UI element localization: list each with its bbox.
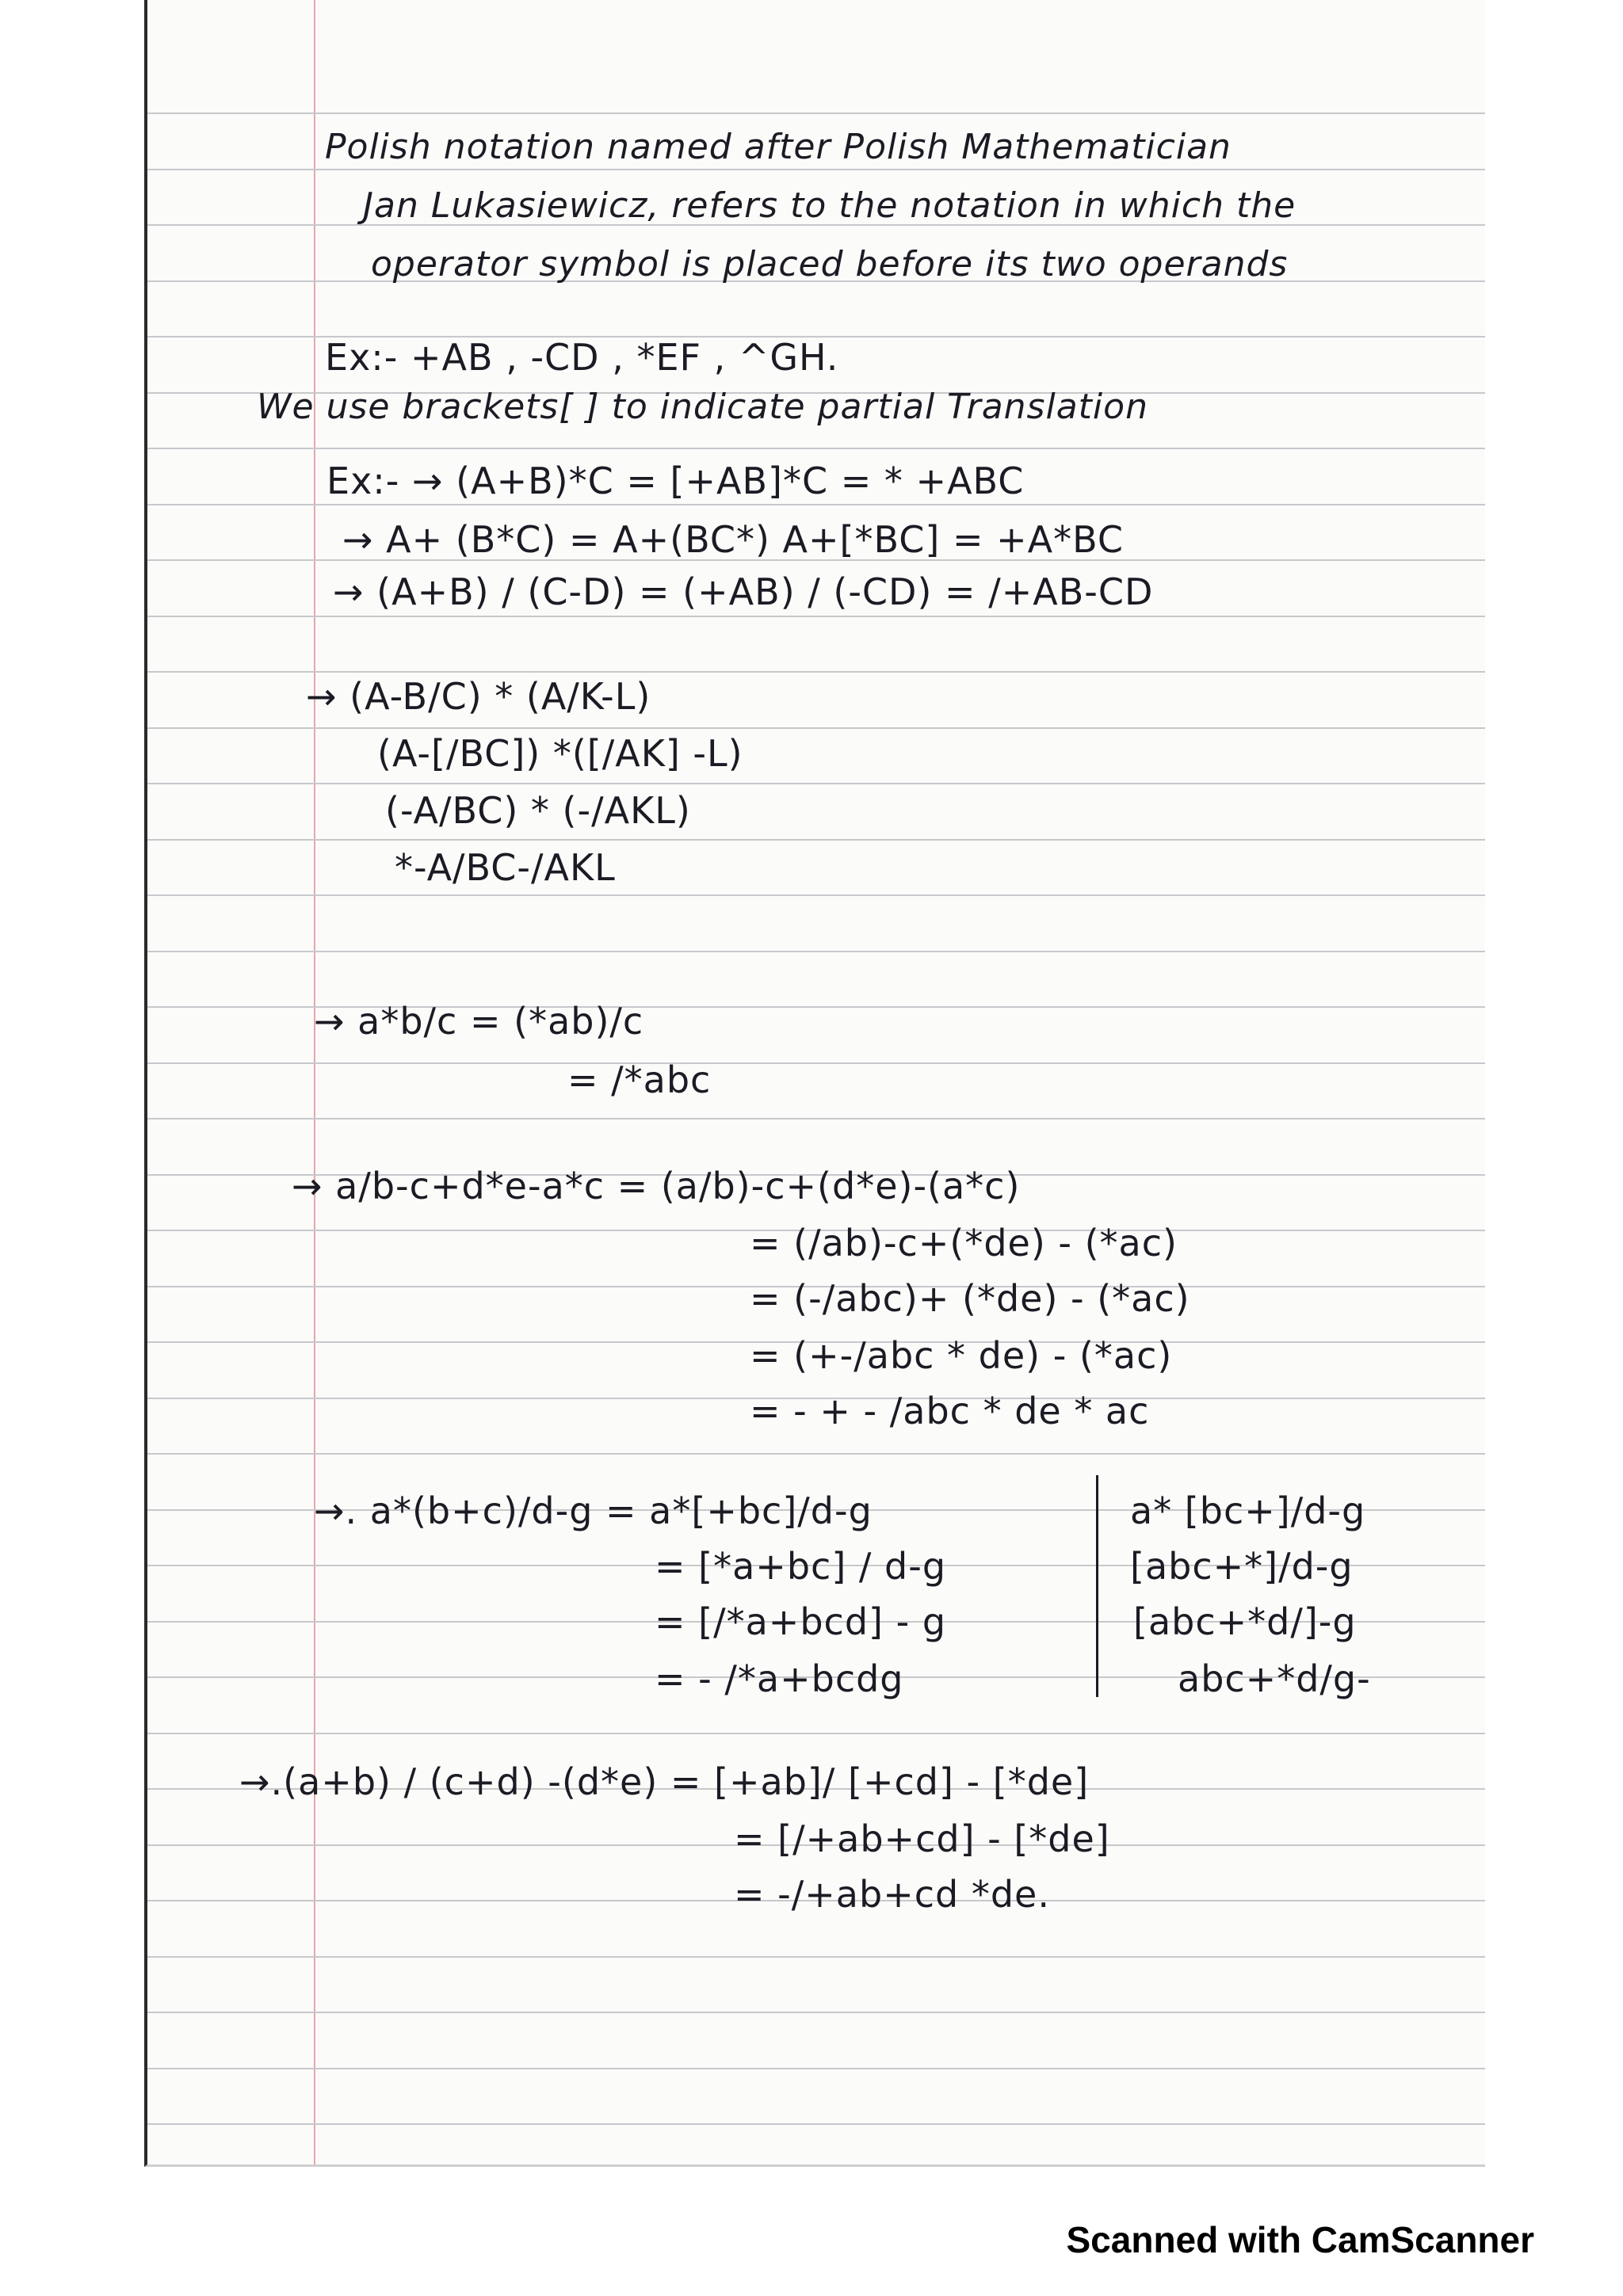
ruled-line bbox=[147, 113, 1485, 114]
ruled-line bbox=[147, 2123, 1485, 2125]
ex-line-1: Ex:- → (A+B)*C = [+AB]*C = * +ABC bbox=[327, 460, 1025, 502]
block3-line-2: = (/ab)-c+(*de) - (*ac) bbox=[750, 1222, 1178, 1264]
ruled-line bbox=[147, 727, 1485, 729]
ruled-line bbox=[147, 671, 1485, 673]
block1-line-3: (-A/BC) * (-/AKL) bbox=[385, 789, 691, 832]
block4-right-line-2: [abc+*]/d-g bbox=[1130, 1545, 1354, 1588]
block5-line-2: = [/+ab+cd] - [*de] bbox=[734, 1817, 1110, 1860]
ruled-line bbox=[147, 839, 1485, 841]
ruled-line bbox=[147, 783, 1485, 784]
intro-line-2: Jan Lukasiewicz, refers to the notation in which the bbox=[363, 185, 1296, 226]
ruled-line bbox=[147, 1062, 1485, 1064]
block3-line-1: → a/b-c+d*e-a*c = (a/b)-c+(d*e)-(a*c) bbox=[292, 1165, 1021, 1207]
block3-line-3: = (-/abc)+ (*de) - (*ac) bbox=[750, 1277, 1190, 1320]
block2-line-1: → a*b/c = (*ab)/c bbox=[314, 1000, 644, 1043]
block4-left-line-4: = - /*a+bcdg bbox=[655, 1657, 904, 1700]
block5-line-3: = -/+ab+cd *de. bbox=[734, 1873, 1050, 1916]
ruled-line bbox=[147, 894, 1485, 896]
ruled-line bbox=[147, 2012, 1485, 2013]
block3-line-5: = - + - /abc * de * ac bbox=[750, 1390, 1150, 1432]
ruled-line bbox=[147, 1118, 1485, 1119]
block4-left-line-2: = [*a+bc] / d-g bbox=[655, 1545, 947, 1588]
ruled-line bbox=[147, 1956, 1485, 1958]
block2-line-2: = /*abc bbox=[567, 1058, 712, 1101]
block3-line-4: = (+-/abc * de) - (*ac) bbox=[750, 1334, 1173, 1377]
block1-line-4: *-A/BC-/AKL bbox=[395, 846, 616, 889]
ruled-line bbox=[147, 448, 1485, 449]
ex-line-3: → (A+B) / (C-D) = (+AB) / (-CD) = /+AB-CD bbox=[333, 570, 1154, 613]
ruled-line bbox=[147, 951, 1485, 952]
ruled-line bbox=[147, 1453, 1485, 1455]
scanner-watermark: Scanned with CamScanner bbox=[1066, 2219, 1534, 2260]
block1-line-1: → (A-B/C) * (A/K-L) bbox=[306, 675, 651, 718]
block4-right-line-3: [abc+*d/]-g bbox=[1133, 1600, 1357, 1643]
ruled-line bbox=[147, 504, 1485, 505]
ruled-line bbox=[147, 616, 1485, 617]
ruled-line bbox=[147, 169, 1485, 170]
divider-line bbox=[1096, 1475, 1098, 1697]
block4-left-line-1: →. a*(b+c)/d-g = a*[+bc]/d-g bbox=[314, 1489, 873, 1532]
brackets-note: We use brackets[ ] to indicate partial Translation bbox=[257, 387, 1148, 427]
notebook-page bbox=[144, 0, 1485, 2167]
intro-line-3: operator symbol is placed before its two operands bbox=[371, 244, 1289, 284]
ruled-line bbox=[147, 1733, 1485, 1734]
block4-left-line-3: = [/*a+bcd] - g bbox=[655, 1600, 947, 1643]
margin-line bbox=[314, 0, 315, 2164]
block4-right-line-1: a* [bc+]/d-g bbox=[1130, 1489, 1366, 1532]
example-line: Ex:- +AB , -CD , *EF , ^GH. bbox=[325, 336, 839, 379]
block5-line-1: →.(a+b) / (c+d) -(d*e) = [+ab]/ [+cd] - [*de] bbox=[239, 1760, 1090, 1803]
block4-right-line-4: abc+*d/g- bbox=[1178, 1657, 1371, 1700]
block1-line-2: (A-[/BC]) *([/AK] -L) bbox=[377, 732, 743, 775]
ex-line-2: → A+ (B*C) = A+(BC*) A+[*BC] = +A*BC bbox=[342, 518, 1124, 561]
intro-line-1: Polish notation named after Polish Mathematician bbox=[325, 127, 1232, 167]
ruled-line bbox=[147, 2068, 1485, 2069]
